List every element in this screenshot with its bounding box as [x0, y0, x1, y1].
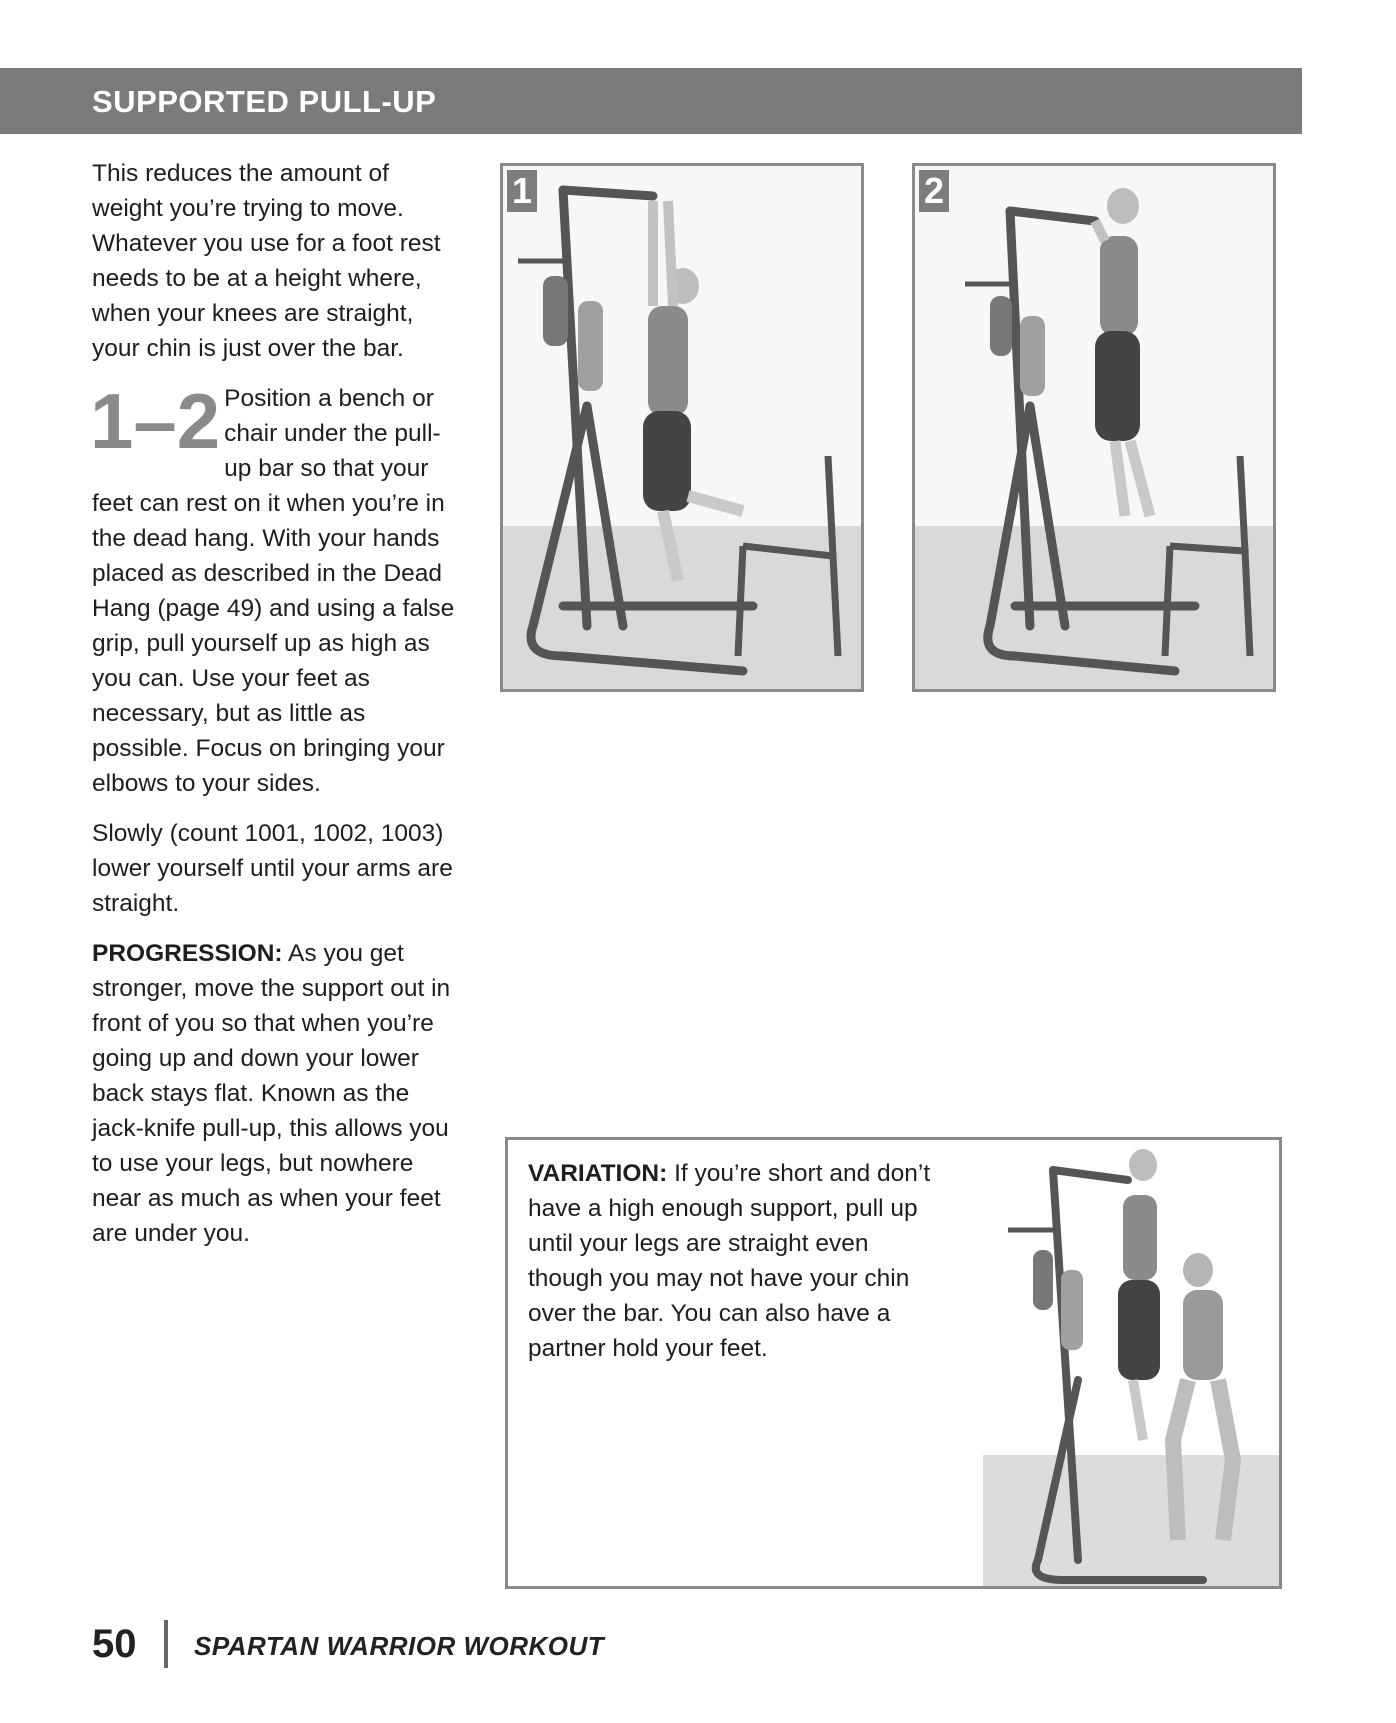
variation-text: If you’re short and don’t have a high enough support, pull up until your legs are straight even though you may not have your chin over the bar. You can also have a partner hold your feet. — [528, 1160, 931, 1362]
step-dropcap: 1–2 — [90, 377, 221, 465]
variation-box — [505, 1137, 1282, 1589]
intro-paragraph: This reduces the amount of weight you’re trying to move. Whatever you use for a foot rest needs to be at a height where, when your knees are straight, your chin is just over the bar. — [92, 160, 441, 362]
progression-paragraph — [92, 936, 464, 1251]
step-1-badge: 1 — [507, 170, 537, 212]
step-text: Position a bench or chair under the pull-up bar so that your feet can rest on it when you’re in the dead hang. With your hands placed as described in the Dead Hang (page 49) and using a false grip, pull yourself up as high as you can. Use your feet as necessary, but as little as possible. Focus on bringing your elbows to your sides. — [92, 385, 455, 797]
step-2-badge: 2 — [919, 170, 949, 212]
slow-lower-paragraph: Slowly (count 1001, 1002, 1003) lower yourself until your arms are straight. — [92, 820, 453, 917]
photo-step-1 — [500, 163, 864, 692]
progression-label: PROGRESSION: — [92, 940, 283, 967]
variation-label: VARIATION: — [528, 1160, 668, 1187]
variation-paragraph — [528, 1156, 948, 1366]
progression-text: As you get stronger, move the support out in front of you so that when you’re going up and down your lower back stays flat. Known as the jack-knife pull-up, this allows you to use your legs, but nowhere near as much as when your feet are under you. — [92, 940, 451, 1247]
section-title: SUPPORTED PULL-UP — [92, 84, 437, 119]
photo-step-2 — [912, 163, 1276, 692]
section-header — [0, 68, 1302, 134]
book-title: SPARTAN WARRIOR WORKOUT — [194, 1631, 605, 1661]
page-number: 50 — [92, 1622, 137, 1666]
pull-up-top-illustration — [915, 166, 1273, 689]
footer-divider — [164, 1620, 168, 1668]
pull-up-hang-illustration — [503, 166, 861, 689]
instruction-column — [92, 156, 464, 1266]
step-paragraph — [90, 377, 464, 801]
partner-assisted-pullup-photo — [983, 1140, 1279, 1586]
